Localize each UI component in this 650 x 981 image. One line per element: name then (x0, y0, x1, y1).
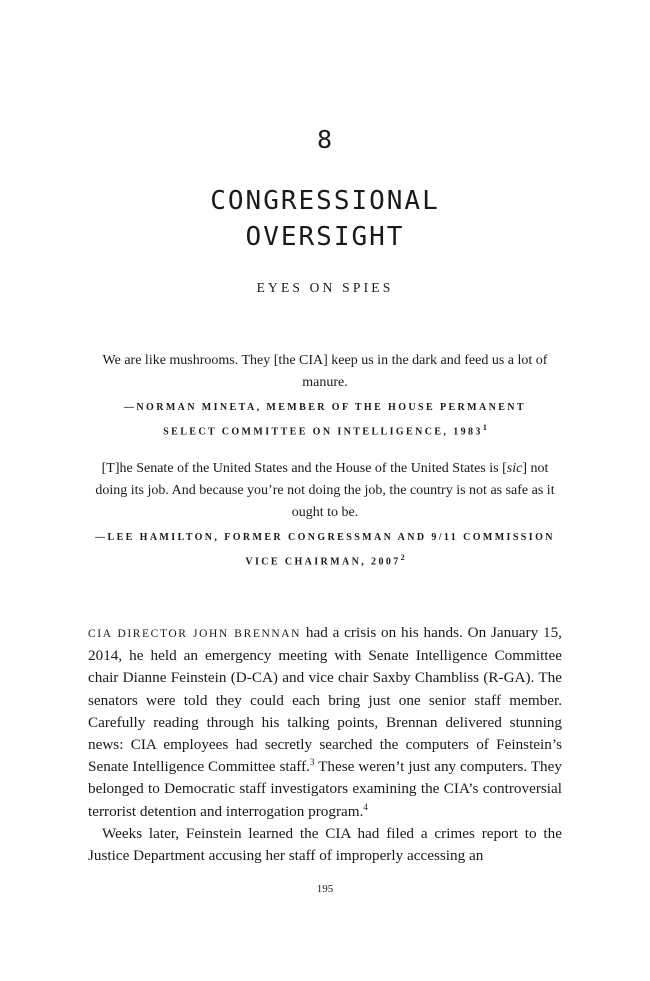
paragraph-text: had a crisis on his hands. On January 15, 2014, he held an emergency meeting with Senate Intelligence Committee chair Dianne Feinstein (D-CA) and vice chair Saxby Chambliss (R-GA). The senators were told they could each bring just one senior staff member. Carefully reading through his talking points, Brennan delivered stunning news: CIA employees had secretly searched the computers of Feinstein’s Senate Intelligence Committee staff. (88, 624, 562, 776)
epigraph-1 (95, 350, 555, 442)
quote-text: [T]he Senate of the United States and the House of the United States is [ (101, 461, 507, 476)
quote-text: ] not doing its job. And because you’re not doing the job, the country is not as safe as it ought to be. (95, 461, 555, 520)
attribution-text: —NORMAN MINETA, MEMBER OF THE HOUSE PERMANENT SELECT COMMITTEE ON INTELLIGENCE, 1983 (124, 402, 526, 438)
paragraph-text: These weren’t just any computers. They belonged to Democratic staff investigators examining the CIA’s controversial terrorist detention and interrogation program. (88, 758, 562, 820)
attribution-text: —LEE HAMILTON, FORMER CONGRESSMAN AND 9/11 COMMISSION VICE CHAIRMAN, 2007 (95, 532, 555, 568)
epigraph-quote (95, 458, 555, 524)
body-text (88, 622, 562, 867)
paragraph: Weeks later, Feinstein learned the CIA had filed a crimes report to the Justice Department accusing her staff of improperly accessing an (88, 824, 562, 865)
paragraph (88, 622, 562, 823)
epigraph-attribution (95, 528, 555, 572)
chapter-title-line-1: CONGRESSIONAL (210, 186, 440, 216)
sic-italic: sic (506, 461, 523, 476)
footnote-marker: 2 (400, 553, 405, 562)
lead-in-smallcaps: CIA DIRECTOR JOHN BRENNAN (88, 628, 302, 640)
chapter-subtitle: EYES ON SPIES (256, 280, 394, 295)
chapter-title (0, 183, 650, 255)
footnote-marker: 4 (363, 801, 368, 812)
epigraph-quote: We are like mushrooms. They [the CIA] keep us in the dark and feed us a lot of manure. (102, 353, 548, 390)
chapter-number: 8 (316, 125, 334, 154)
footnote-marker: 3 (309, 757, 315, 768)
epigraph-attribution (95, 398, 555, 442)
footnote-marker: 1 (482, 423, 487, 432)
chapter-title-line-2: OVERSIGHT (245, 222, 405, 252)
page-number: 195 (316, 883, 334, 895)
epigraph-2 (95, 458, 555, 572)
